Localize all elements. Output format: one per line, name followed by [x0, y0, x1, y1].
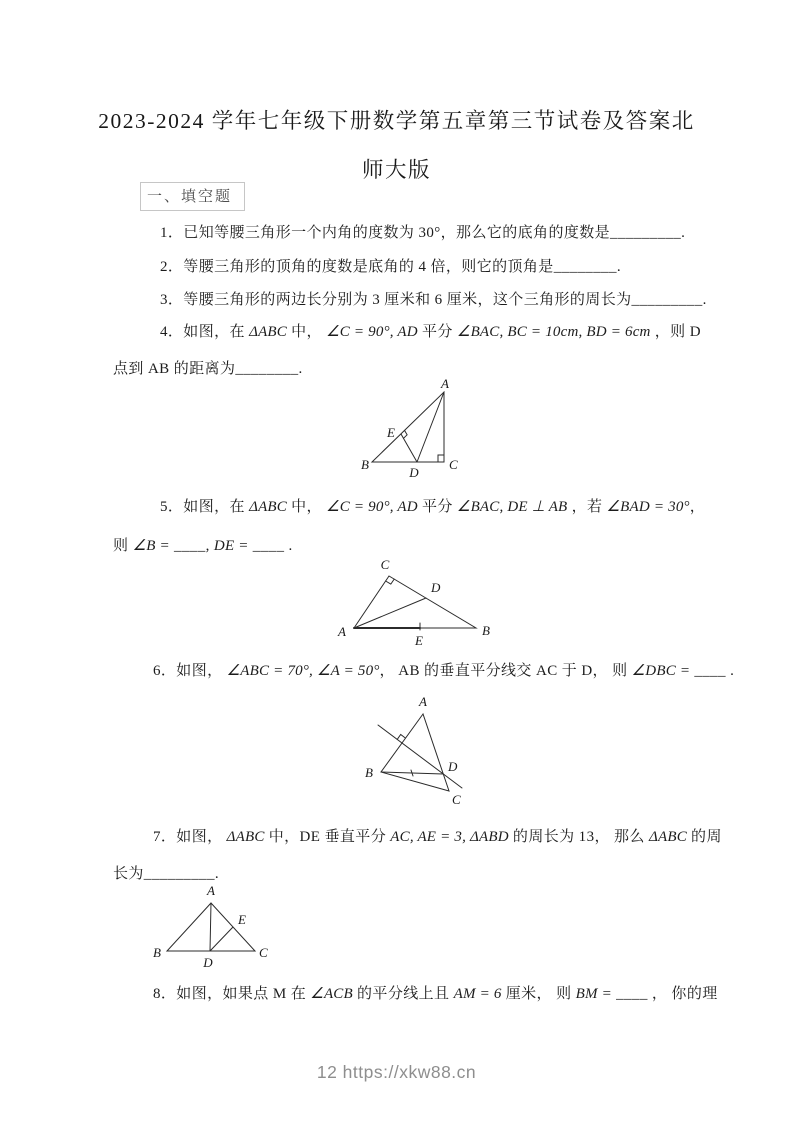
- right-angle-mark-c: [438, 455, 444, 462]
- figure-q6-triangle-perpendicular-bisector: [353, 693, 481, 813]
- figure-q7-triangle: [148, 883, 270, 971]
- vertex-label-e: E: [238, 912, 246, 927]
- question-8: 8．如图，如果点 M 在 ∠ACB 的平分线上且 AM = 6 厘米， 则 BM = ____ ， 你的理: [153, 986, 718, 1002]
- page-footer-url: 12 https://xkw88.cn: [316, 1062, 477, 1082]
- question-5-line-1: 5．如图，在 ΔABC 中， ∠C = 90°, AD 平分 ∠BAC, DE ⊥ AB ，若 ∠BAD = 30°，: [160, 499, 706, 515]
- vertex-label-a: A: [338, 624, 346, 639]
- right-angle-mark-e: [404, 431, 408, 439]
- vertex-label-a: A: [207, 883, 215, 898]
- vertex-label-c: C: [259, 945, 268, 960]
- figure-q5-triangle: [336, 556, 498, 648]
- question-1: 1．已知等腰三角形一个内角的度数为 30°，那么它的底角的度数是_________.: [160, 225, 686, 241]
- vertex-label-d: D: [409, 465, 419, 480]
- segment-ad: [417, 392, 444, 462]
- segment-ad: [210, 903, 211, 951]
- vertex-label-b: B: [482, 623, 490, 638]
- question-4-line-1: 4．如图，在 ΔABC 中， ∠C = 90°, AD 平分 ∠BAC, BC = 10cm, BD = 6cm ，则 D: [160, 324, 701, 340]
- vertex-label-d: D: [448, 759, 458, 774]
- vertex-label-b: B: [365, 765, 373, 780]
- vertex-label-b: B: [361, 457, 369, 472]
- vertex-label-d: D: [203, 955, 213, 970]
- perpendicular-bisector-line: [378, 725, 462, 788]
- right-angle-mark-midpoint-ab: [397, 735, 405, 740]
- segment-de: [210, 927, 233, 951]
- vertex-label-b: B: [153, 945, 161, 960]
- vertex-label-d: D: [431, 580, 441, 595]
- document-title: [0, 97, 793, 195]
- question-3: 3．等腰三角形的两边长分别为 3 厘米和 6 厘米，这个三角形的周长为_________.: [160, 292, 707, 308]
- vertex-label-e: E: [415, 633, 423, 648]
- title-line-1: 2023-2024 学年七年级下册数学第五章第三节试卷及答案北: [98, 109, 695, 133]
- vertex-label-a: A: [419, 694, 427, 709]
- figure-q4-right-triangle: [356, 376, 476, 480]
- vertex-label-a: A: [441, 376, 449, 391]
- section-header: 一、填空题: [140, 182, 245, 211]
- vertex-label-c: C: [380, 557, 390, 572]
- question-6: 6．如图， ∠ABC = 70°, ∠A = 50°， AB 的垂直平分线交 AC 于 D， 则 ∠DBC = ____ .: [153, 663, 735, 679]
- vertex-label-c: C: [452, 792, 461, 807]
- question-4-line-2: 点到 AB 的距离为________.: [113, 361, 303, 377]
- question-2: 2．等腰三角形的顶角的度数是底角的 4 倍，则它的顶角是________.: [160, 259, 622, 275]
- vertex-label-e: E: [387, 425, 395, 440]
- segment-ad: [354, 598, 426, 628]
- vertex-label-c: C: [449, 457, 458, 472]
- question-7-line-1: 7．如图， ΔABC 中，DE 垂直平分 AC, AE = 3, ΔABD 的周长为 13， 那么 ΔABC 的周: [153, 829, 722, 845]
- question-7-line-2: 长为_________.: [113, 866, 220, 882]
- title-line-2: 师大版: [361, 158, 431, 182]
- triangle-abc-outline: [372, 392, 444, 462]
- question-5-line-2: 则 ∠B = ____, DE = ____ .: [113, 538, 293, 554]
